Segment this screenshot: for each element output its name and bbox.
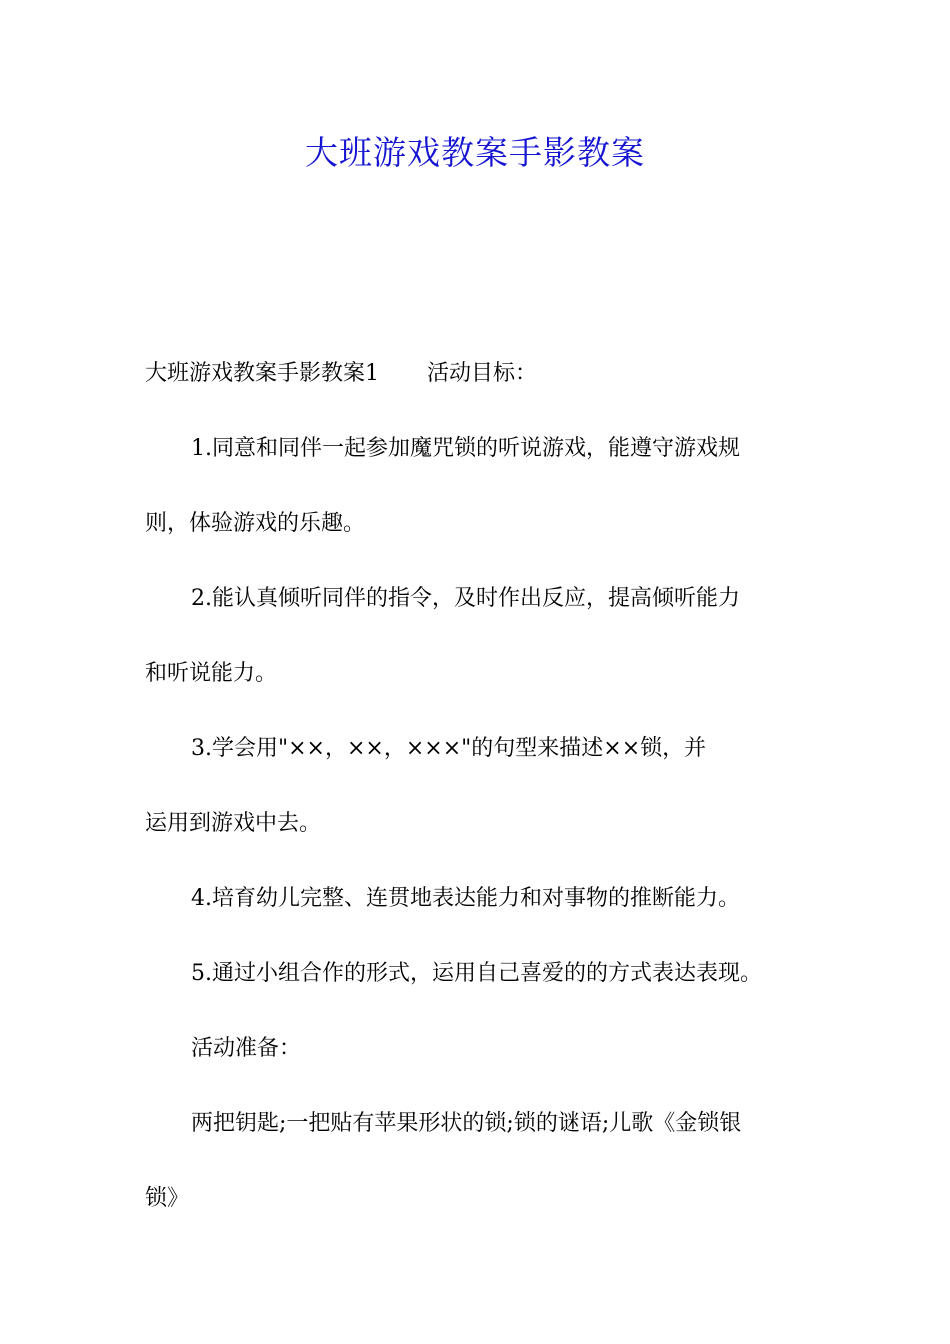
document-title: 大班游戏教案手影教案 <box>305 133 645 172</box>
goal-2-line-1: 2.能认真倾听同伴的指令，及时作出反应，提高倾听能力 <box>191 586 740 611</box>
section-heading-goals: 活动目标： <box>427 361 538 386</box>
goal-1-line-1: 1.同意和同伴一起参加魔咒锁的听说游戏，能遵守游戏规 <box>191 436 740 461</box>
goal-2-line-2: 和听说能力。 <box>145 661 278 686</box>
intro-heading: 大班游戏教案手影教案1 <box>145 361 379 386</box>
document-body <box>145 336 805 1236</box>
goal-1-line-2: 则，体验游戏的乐趣。 <box>145 511 366 536</box>
goal-3-line-2: 运用到游戏中去。 <box>145 811 322 836</box>
section-heading-prep: 活动准备： <box>191 1036 302 1061</box>
intro-line <box>145 336 805 411</box>
goal-3-line-1: 3.学会用"××，××，×××"的句型来描述××锁，并 <box>191 736 707 761</box>
prep-line-2: 锁》 <box>145 1186 190 1211</box>
goal-5-line-1: 5.通过小组合作的形式，运用自己喜爱的的方式表达表现。 <box>191 961 762 986</box>
prep-line-1: 两把钥匙;一把贴有苹果形状的锁;锁的谜语;儿歌《金锁银 <box>191 1111 742 1136</box>
goal-4-line-1: 4.培育幼儿完整、连贯地表达能力和对事物的推断能力。 <box>191 886 740 911</box>
